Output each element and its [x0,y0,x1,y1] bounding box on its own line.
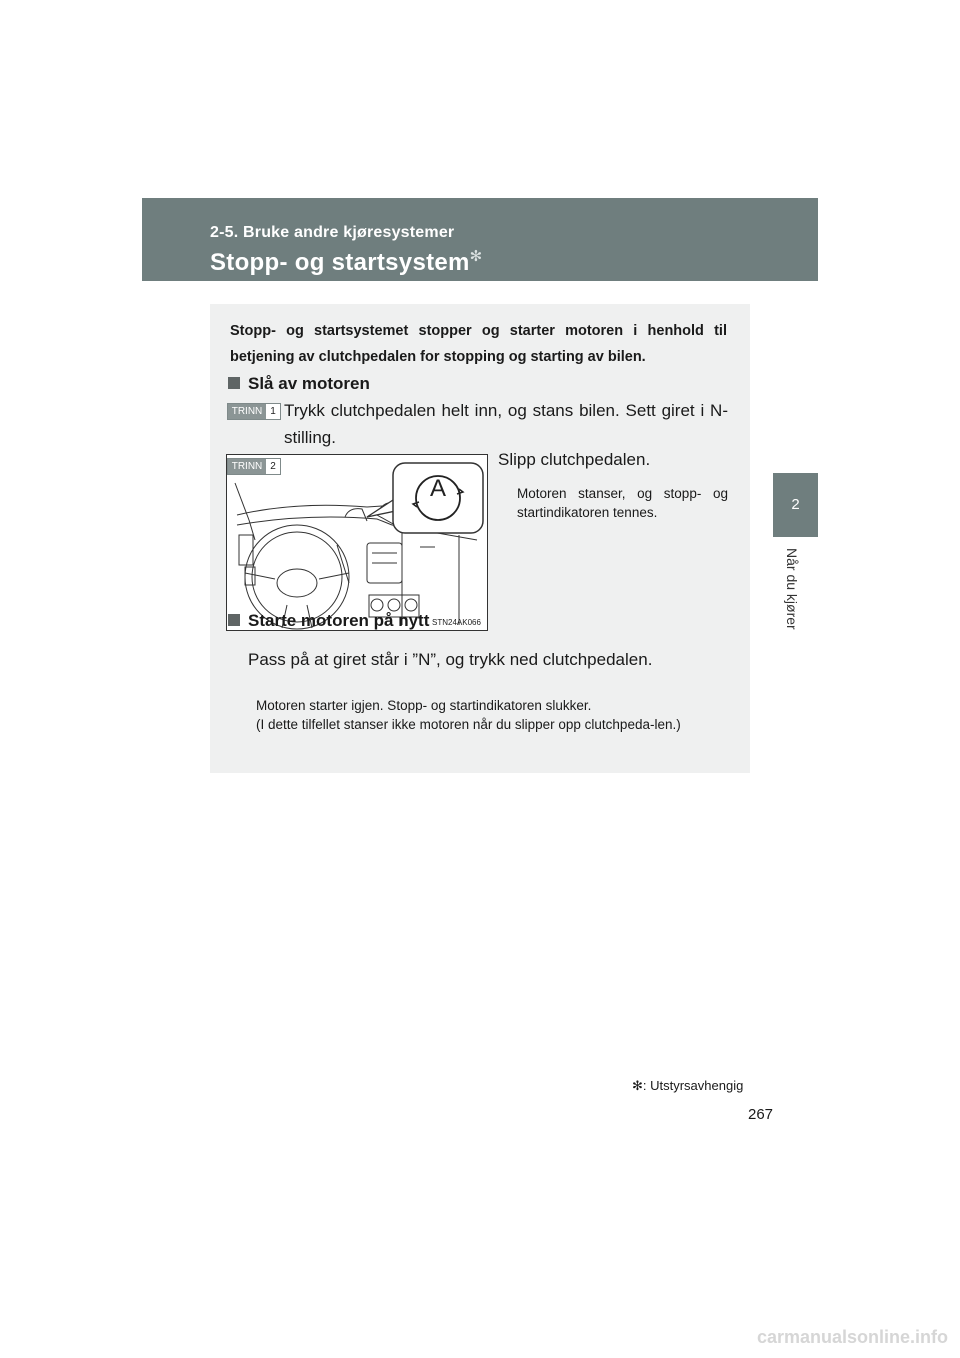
step-badge-number: 2 [270,461,276,472]
step-1-text: Trykk clutchpedalen helt inn, og stans bilen. Sett giret i N-stilling. [284,401,728,447]
equipment-mark: ✻ [469,248,483,265]
content-box [210,304,750,773]
heading-stop-engine-text: Slå av motoren [248,374,370,393]
indicator-letter: A [429,475,446,502]
step-1-badge [227,403,281,420]
restart-note [256,696,728,734]
section-label: 2-5. Bruke andre kjøresystemer [210,224,455,241]
step-2-text: Slipp clutchpedalen. [498,450,651,469]
page-number: 267 [748,1106,774,1123]
restart-note-line-1: Motoren starter igjen. Stopp- og startindikatoren slukker. [256,698,592,713]
dashboard-illustration [226,454,488,631]
restart-text: Pass på at giret står i ”N”, og trykk ned clutchpedalen. [248,650,653,669]
step-badge-label: TRINN [228,459,266,474]
step-badge-number: 1 [270,406,276,417]
section-header [142,198,818,281]
chapter-tab: 2 [773,473,818,537]
heading-restart-engine [228,611,429,631]
intro-text: Stopp- og startsystemet stopper og starter motoren i henhold til betjening av clutchpedalen for stopping og starting av bilen. [230,323,727,365]
restart-note-line-2: (I dette tilfellet stanser ikke motoren når du slipper opp clutchpeda-len.) [256,717,681,732]
step-badge-label: TRINN [228,404,266,419]
square-bullet-icon [228,614,240,626]
page-title-text: Stopp- og startsystem [210,249,470,276]
chapter-label: Når du kjører [784,548,800,630]
illustration-code: STN24AK066 [432,618,481,627]
footnote: ✻: Utstyrsavhengig [632,1078,744,1093]
step-2-badge [227,458,281,475]
page-title [210,247,483,277]
step-2-note: Motoren stanser, og stopp- og startindikatoren tennes. [517,486,728,520]
square-bullet-icon [228,377,240,389]
heading-restart-engine-text: Starte motoren på nytt [248,611,430,630]
watermark: carmanualsonline.info [757,1327,949,1347]
heading-stop-engine [228,374,370,394]
